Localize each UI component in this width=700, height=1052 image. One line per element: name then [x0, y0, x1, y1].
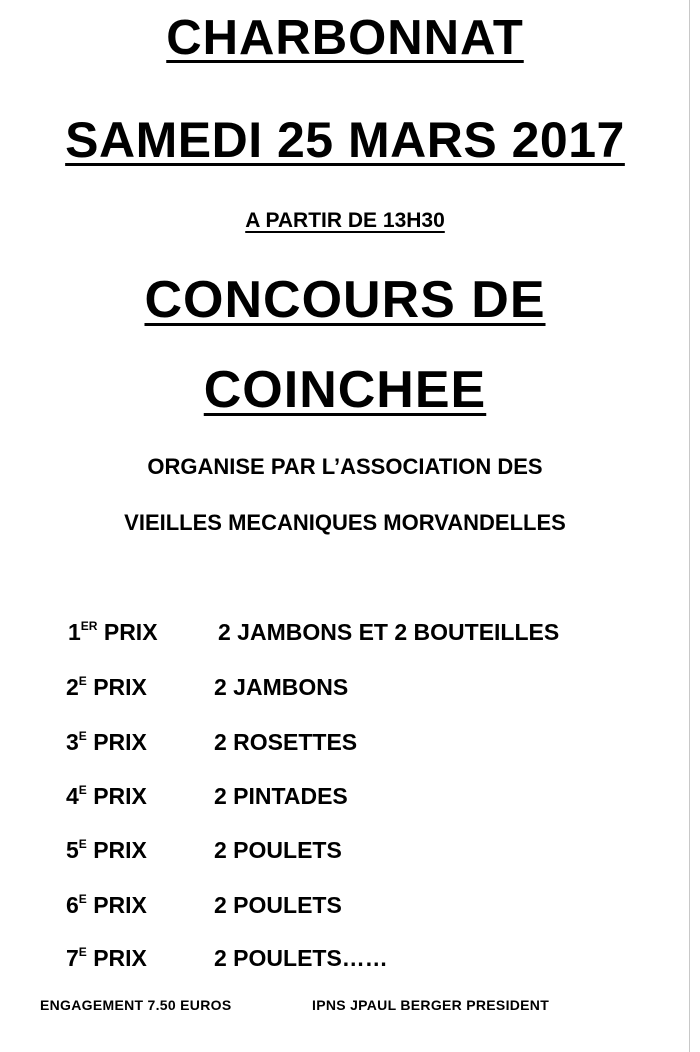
prize-number: 2: [66, 674, 79, 700]
event-date-text: SAMEDI 25 MARS 2017: [65, 112, 625, 168]
event-date: [0, 112, 690, 168]
prize-reward: 2 JAMBONS ET 2 BOUTEILLES: [218, 619, 560, 645]
prize-number: 5: [66, 837, 79, 863]
prize-reward: 2 ROSETTES: [214, 729, 358, 755]
prize-number: 1: [68, 619, 81, 645]
prize-ordinal: E: [78, 729, 87, 743]
prize-ordinal: E: [78, 783, 87, 797]
prize-reward: 2 JAMBONS: [214, 674, 349, 700]
prize-ordinal: ER: [80, 619, 98, 633]
prize-label: PRIX: [93, 729, 147, 755]
publisher-credit: IPNS JPAUL BERGER PRESIDENT: [312, 997, 550, 1013]
prize-label: PRIX: [103, 619, 158, 645]
prize-label: PRIX: [93, 783, 147, 809]
prize-ordinal: E: [78, 837, 87, 851]
prize-reward: 2 POULETS: [214, 837, 342, 863]
prize-reward: 2 POULETS: [214, 892, 342, 918]
prize-label: PRIX: [93, 837, 147, 863]
prize-rank: [66, 890, 147, 920]
organizer-line-1: ORGANISE PAR L’ASSOCIATION DES: [147, 454, 543, 479]
organizer-line-2: VIEILLES MECANIQUES MORVANDELLES: [124, 510, 566, 535]
start-time: [0, 210, 690, 231]
start-time-text: A PARTIR DE 13H30: [245, 209, 445, 232]
entry-fee: ENGAGEMENT 7.50 EUROS: [40, 997, 232, 1013]
prize-reward: 2 PINTADES: [214, 783, 348, 809]
event-title-line-1: [0, 271, 690, 329]
village-title-text: CHARBONNAT: [166, 11, 524, 65]
prize-rank: [66, 835, 147, 865]
prize-rank: [66, 781, 147, 811]
prize-ordinal: E: [78, 945, 87, 959]
prize-number: 7: [66, 945, 79, 971]
prize-rank: [68, 617, 158, 647]
prize-ordinal: E: [78, 674, 87, 688]
event-title-line-2-text: COINCHEE: [203, 361, 487, 419]
village-title: [0, 11, 690, 65]
prize-rank: [66, 672, 147, 702]
prize-reward: 2 POULETS……: [214, 945, 388, 971]
prize-rank: [66, 943, 147, 973]
prize-ordinal: E: [78, 892, 87, 906]
prize-label: PRIX: [93, 892, 147, 918]
prize-number: 3: [66, 729, 79, 755]
event-title-line-2: [0, 361, 690, 419]
event-title-line-1-text: CONCOURS DE: [144, 271, 546, 329]
prize-label: PRIX: [93, 674, 147, 700]
prize-rank: [66, 727, 147, 757]
prize-label: PRIX: [93, 945, 147, 971]
prize-number: 6: [66, 892, 79, 918]
prize-number: 4: [66, 783, 79, 809]
